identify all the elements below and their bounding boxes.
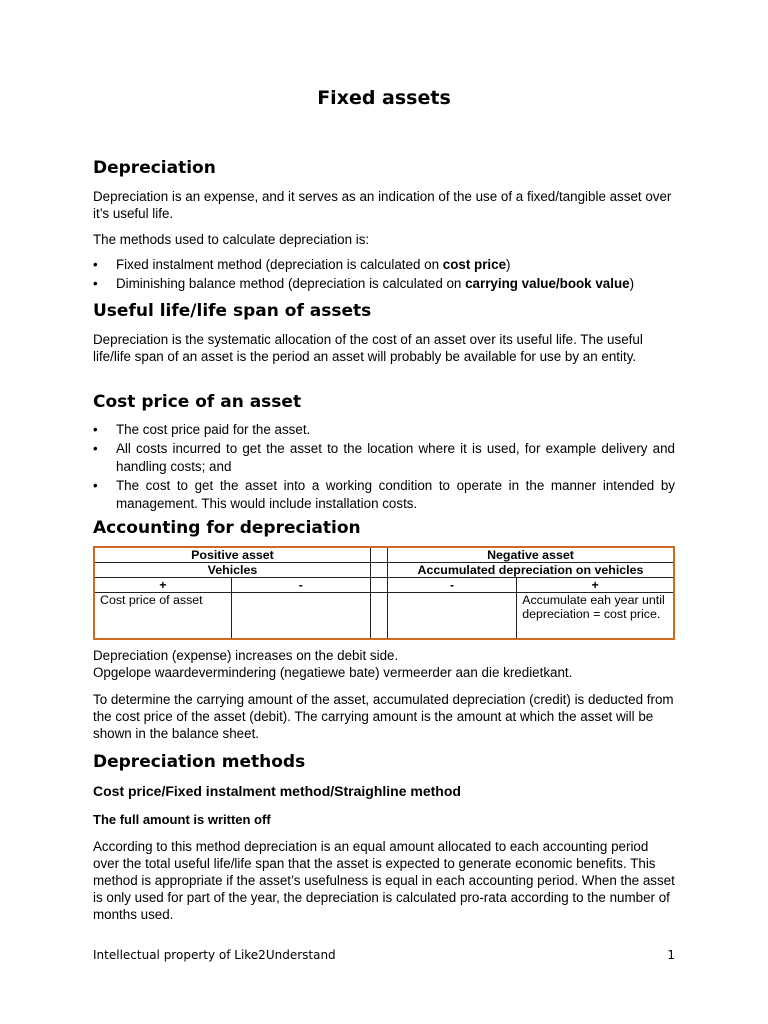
straight-line-subheading: Cost price/Fixed instalment method/Straighline method: [93, 783, 461, 799]
full-amount-subheading: The full amount is written off: [93, 812, 271, 827]
t-account-table: [93, 546, 675, 640]
page-title: Fixed assets: [317, 87, 451, 109]
table-row: [94, 578, 674, 593]
negative-asset-header: Negative asset: [387, 547, 674, 563]
debit-side-note: Depreciation (expense) increases on the debit side.: [93, 648, 399, 663]
table-row: [94, 547, 674, 563]
table-spacer: [370, 578, 387, 593]
methods-heading: Depreciation methods: [93, 752, 306, 772]
table-row: [94, 563, 674, 578]
list-item: • The cost price paid for the asset.: [93, 422, 311, 437]
bullet-icon: •: [93, 441, 98, 456]
left-debit-entry: Cost price of asset: [94, 593, 231, 639]
table-spacer: [370, 547, 387, 563]
useful-life-heading: Useful life/life span of assets: [93, 301, 372, 321]
bullet-icon: •: [93, 276, 98, 291]
bullet-icon: •: [93, 478, 98, 493]
vehicles-account-name: Vehicles: [94, 563, 370, 578]
right-debit-sign: -: [387, 578, 516, 593]
straight-line-paragraph: According to this method depreciation is an equal amount allocated to each accounting period over the total useful life/life span that the asset is expected to generate economic benefits. This method is appropriate if the asset’s usefulness is equal in each accounting period. When the asset is only used for part of the year, the depreciation is calculated pro-rata according to the number of months used.: [93, 839, 675, 922]
bullet-icon: •: [93, 257, 98, 272]
depreciation-paragraph: Depreciation is an expense, and it serves as an indication of the use of a fixed/tangible asset over it’s useful life.: [93, 189, 672, 221]
left-credit-sign: -: [231, 578, 370, 593]
right-credit-sign: +: [517, 578, 674, 593]
depreciation-heading: Depreciation: [93, 158, 216, 178]
accumulated-depreciation-account-name: Accumulated depreciation on vehicles: [387, 563, 674, 578]
cost-price-list: [93, 421, 675, 514]
right-debit-entry: [387, 593, 516, 639]
accounting-heading: Accounting for depreciation: [93, 518, 361, 538]
list-item: • Diminishing balance method (depreciation is calculated on carrying value/book value): [93, 276, 635, 291]
list-item: • Fixed instalment method (depreciation is calculated on cost price): [93, 257, 511, 272]
left-credit-entry: [231, 593, 370, 639]
list-item: • All costs incurred to get the asset to the location where it is used, for example delivery and handling costs; and: [93, 441, 675, 474]
positive-asset-header: Positive asset: [94, 547, 370, 563]
carrying-amount-paragraph: To determine the carrying amount of the asset, accumulated depreciation (credit) is deducted from the cost price of the asset (debit). The carrying amount is the amount at which the asset will be shown in the balance sheet.: [93, 692, 674, 741]
page-footer: [93, 947, 675, 963]
table-spacer: [370, 563, 387, 578]
table-spacer: [370, 593, 387, 639]
table-row: [94, 593, 674, 639]
credit-side-note: Opgelope waardevermindering (negatiewe bate) vermeerder aan die kredietkant.: [93, 665, 573, 680]
right-credit-entry: Accumulate eah year until depreciation = cost price.: [517, 593, 674, 639]
methods-intro: The methods used to calculate depreciation is:: [93, 232, 370, 247]
page-number: 1: [667, 948, 675, 962]
footer-text: Intellectual property of Like2Understand: [93, 948, 336, 962]
methods-list: [93, 256, 675, 294]
cost-price-heading: Cost price of an asset: [93, 392, 302, 412]
left-debit-sign: +: [94, 578, 231, 593]
bullet-icon: •: [93, 422, 98, 437]
useful-life-paragraph: Depreciation is the systematic allocation of the cost of an asset over its useful life. The useful life/life span of an asset is the period an asset will probably be available for use by an entity.: [93, 332, 643, 364]
list-item: • The cost to get the asset into a working condition to operate in the manner intended by management. This would include installation costs.: [93, 478, 675, 511]
